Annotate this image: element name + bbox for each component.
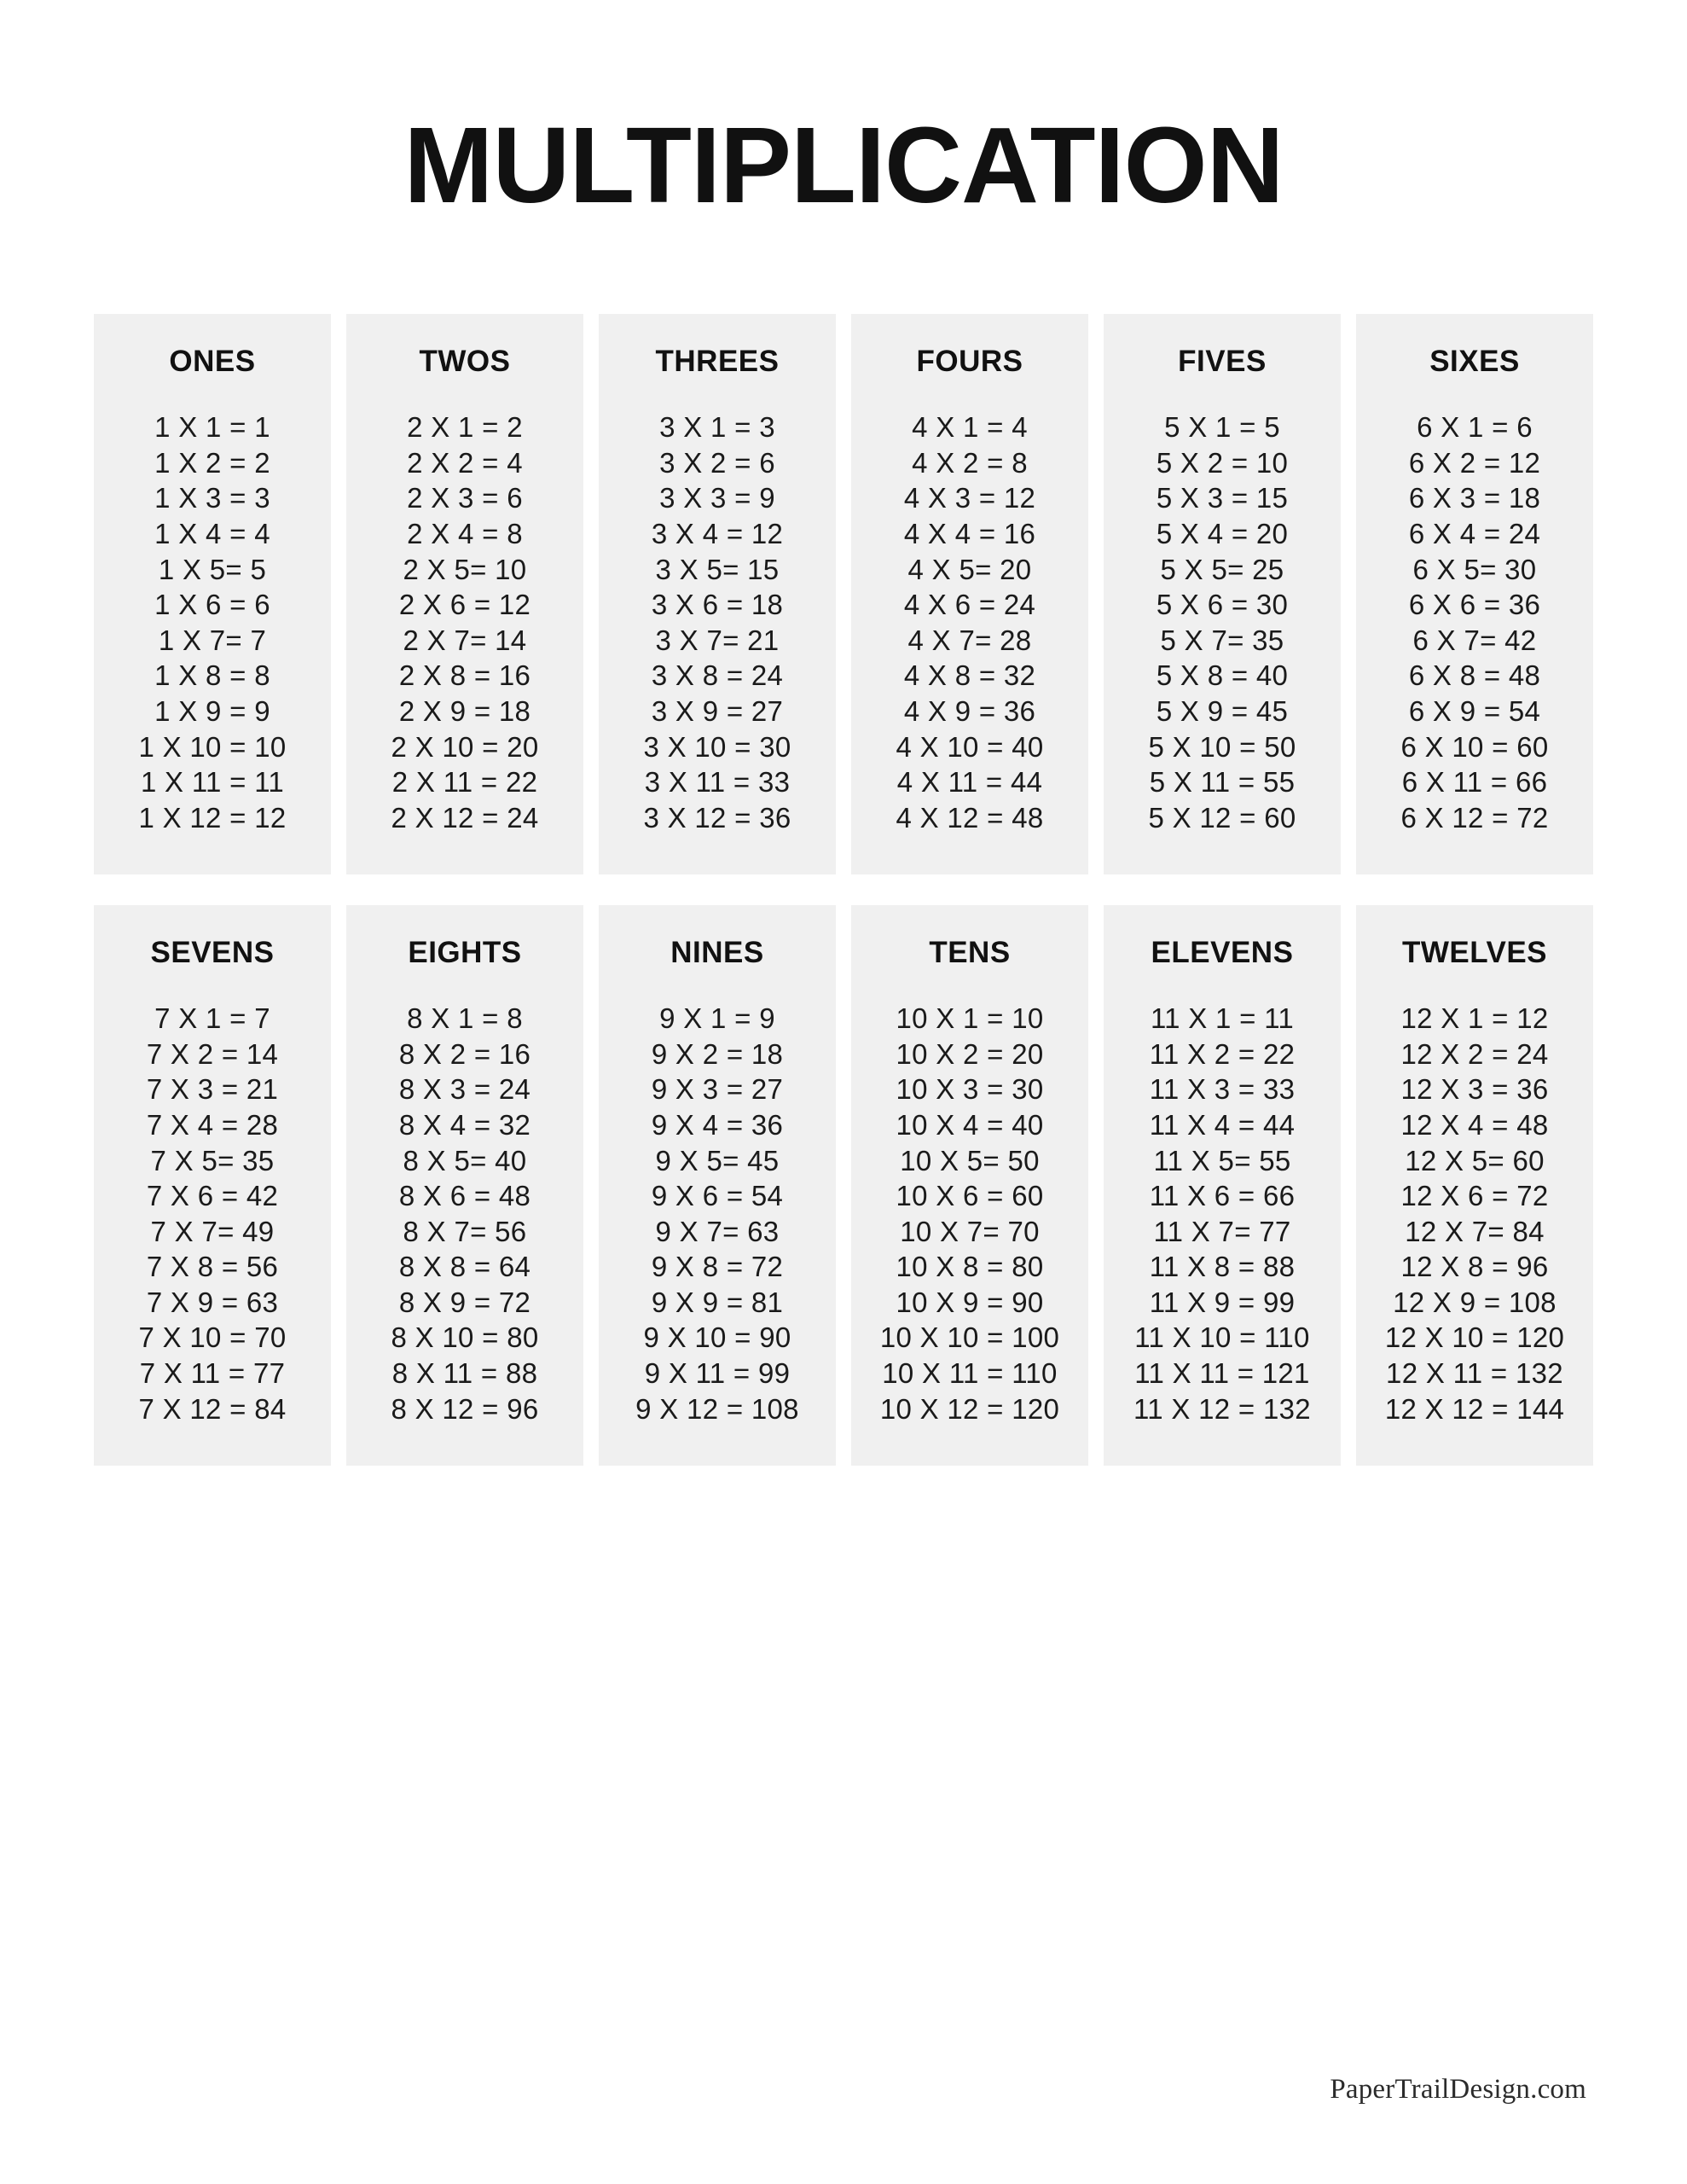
table-row: 3 X 6 = 18 [651,589,784,621]
table-row: 1 X 6 = 6 [154,589,270,621]
table-row: 6 X 5= 30 [1412,553,1537,585]
table-row: 5 X 2 = 10 [1156,446,1289,479]
table-row: 12 X 10 = 120 [1384,1321,1565,1354]
table-card-twelves [1356,905,1593,1466]
table-row: 2 X 3 = 6 [407,482,523,514]
table-row: 5 X 8 = 40 [1156,659,1289,692]
table-row: 2 X 2 = 4 [407,446,523,479]
table-row: 2 X 11 = 22 [391,766,538,799]
table-card-fours [851,314,1088,874]
table-row: 6 X 12 = 72 [1400,801,1549,834]
table-row: 11 X 6 = 66 [1149,1180,1296,1212]
table-row: 1 X 7= 7 [158,624,267,656]
table-row: 4 X 1 = 4 [912,411,1028,444]
table-card-nines [599,905,836,1466]
table-row: 5 X 12 = 60 [1148,801,1296,834]
table-row: 10 X 12 = 120 [879,1392,1060,1425]
table-row: 9 X 10 = 90 [643,1321,791,1354]
table-row: 10 X 7= 70 [900,1215,1040,1247]
table-rows [1112,410,1332,835]
table-row: 4 X 3 = 12 [903,482,1036,514]
table-row: 2 X 9 = 18 [398,694,531,727]
table-row: 8 X 3 = 24 [398,1073,531,1106]
footer-credit: PaperTrailDesign.com [1330,2074,1586,2105]
table-row: 11 X 11 = 121 [1134,1357,1310,1390]
table-row: 1 X 12 = 12 [138,801,287,834]
table-row: 11 X 4 = 44 [1149,1108,1296,1141]
table-row: 3 X 10 = 30 [643,730,791,763]
table-row: 8 X 6 = 48 [398,1180,531,1212]
table-row: 10 X 8 = 80 [896,1251,1044,1283]
table-row: 4 X 12 = 48 [896,801,1044,834]
table-row: 8 X 11 = 88 [391,1357,538,1390]
table-row: 7 X 7= 49 [150,1215,275,1247]
table-row: 12 X 3 = 36 [1400,1073,1549,1106]
table-row: 11 X 9 = 99 [1149,1286,1296,1318]
table-row: 1 X 11 = 11 [140,766,285,799]
page-title: MULTIPLICATION [403,105,1284,225]
table-rows [607,410,827,835]
table-row: 1 X 3 = 3 [154,482,270,514]
table-card-elevens [1104,905,1341,1466]
table-row: 10 X 9 = 90 [896,1286,1044,1318]
table-heading: SEVENS [150,936,275,970]
table-heading: EIGHTS [408,936,522,970]
table-row: 2 X 7= 14 [403,624,527,656]
table-row: 8 X 10 = 80 [391,1321,539,1354]
table-rows [355,1001,575,1426]
table-row: 5 X 7= 35 [1160,624,1284,656]
table-row: 7 X 6 = 42 [146,1180,279,1212]
table-row: 8 X 12 = 96 [391,1392,539,1425]
table-row: 9 X 1 = 9 [659,1002,775,1035]
table-row: 1 X 4 = 4 [154,518,270,550]
table-row: 11 X 10 = 110 [1134,1321,1310,1354]
table-row: 9 X 3 = 27 [651,1073,784,1106]
table-row: 3 X 11 = 33 [644,766,791,799]
table-row: 2 X 1 = 2 [407,411,523,444]
table-card-twos [346,314,583,874]
table-row: 1 X 10 = 10 [138,730,287,763]
table-row: 6 X 4 = 24 [1408,518,1541,550]
table-row: 9 X 8 = 72 [651,1251,784,1283]
table-row: 11 X 8 = 88 [1149,1251,1296,1283]
table-row: 5 X 5= 25 [1160,553,1284,585]
table-row: 3 X 9 = 27 [651,694,784,727]
table-row: 5 X 11 = 55 [1149,766,1296,799]
table-row: 10 X 10 = 100 [879,1321,1060,1354]
table-row: 10 X 6 = 60 [896,1180,1044,1212]
table-row: 4 X 2 = 8 [912,446,1028,479]
table-row: 12 X 5= 60 [1405,1144,1545,1176]
table-row: 4 X 8 = 32 [903,659,1036,692]
table-heading: SIXES [1429,345,1520,379]
table-card-threes [599,314,836,874]
table-row: 7 X 11 = 77 [139,1357,286,1390]
table-row: 12 X 4 = 48 [1400,1108,1549,1141]
table-rows [1365,1001,1585,1426]
table-row: 5 X 1 = 5 [1164,411,1280,444]
table-row: 2 X 12 = 24 [391,801,539,834]
table-row: 6 X 2 = 12 [1408,446,1541,479]
table-rows [1365,410,1585,835]
table-row: 4 X 7= 28 [907,624,1032,656]
table-row: 1 X 1 = 1 [154,411,270,444]
table-row: 6 X 11 = 66 [1401,766,1548,799]
table-row: 11 X 1 = 11 [1150,1002,1295,1035]
table-heading: NINES [670,936,764,970]
table-row: 4 X 9 = 36 [903,694,1036,727]
table-row: 6 X 10 = 60 [1400,730,1549,763]
table-row: 12 X 9 = 108 [1393,1286,1557,1318]
table-row: 5 X 9 = 45 [1156,694,1289,727]
table-rows [1112,1001,1332,1426]
table-row: 12 X 7= 84 [1405,1215,1545,1247]
table-row: 1 X 8 = 8 [154,659,270,692]
table-card-ones [94,314,331,874]
table-row: 4 X 5= 20 [907,553,1032,585]
table-row: 7 X 12 = 84 [138,1392,287,1425]
table-row: 3 X 8 = 24 [651,659,784,692]
table-row: 11 X 2 = 22 [1149,1037,1296,1070]
table-heading: TWOS [419,345,511,379]
table-row: 9 X 11 = 99 [644,1357,791,1390]
table-row: 8 X 2 = 16 [398,1037,531,1070]
table-row: 2 X 5= 10 [403,553,527,585]
table-row: 8 X 8 = 64 [398,1251,531,1283]
table-row: 3 X 3 = 9 [659,482,775,514]
table-row: 12 X 8 = 96 [1400,1251,1549,1283]
table-row: 11 X 12 = 132 [1133,1392,1311,1425]
table-row: 12 X 11 = 132 [1386,1357,1563,1390]
table-row: 9 X 2 = 18 [651,1037,784,1070]
table-heading: FIVES [1178,345,1267,379]
table-rows [102,410,322,835]
table-row: 8 X 7= 56 [403,1215,527,1247]
table-heading: TENS [929,936,1011,970]
table-row: 4 X 11 = 44 [896,766,1043,799]
table-row: 5 X 6 = 30 [1156,589,1289,621]
table-row: 12 X 12 = 144 [1384,1392,1565,1425]
table-row: 3 X 2 = 6 [659,446,775,479]
table-row: 1 X 2 = 2 [154,446,270,479]
table-row: 11 X 5= 55 [1153,1144,1291,1176]
table-row: 9 X 12 = 108 [635,1392,799,1425]
table-row: 3 X 4 = 12 [651,518,784,550]
table-row: 11 X 7= 77 [1153,1215,1291,1247]
table-row: 8 X 1 = 8 [407,1002,523,1035]
table-row: 6 X 8 = 48 [1408,659,1541,692]
table-rows [355,410,575,835]
table-row: 3 X 5= 15 [655,553,780,585]
table-row: 7 X 1 = 7 [154,1002,270,1035]
table-row: 7 X 5= 35 [150,1144,275,1176]
table-card-fives [1104,314,1341,874]
table-rows [860,1001,1080,1426]
table-heading: THREES [655,345,780,379]
table-row: 2 X 6 = 12 [398,589,531,621]
table-row: 8 X 9 = 72 [398,1286,531,1318]
table-row: 5 X 4 = 20 [1156,518,1289,550]
table-heading: ELEVENS [1151,936,1294,970]
table-row: 3 X 7= 21 [655,624,780,656]
table-row: 9 X 9 = 81 [651,1286,784,1318]
table-row: 7 X 2 = 14 [146,1037,279,1070]
table-row: 4 X 4 = 16 [903,518,1036,550]
tables-grid [0,314,1687,1466]
table-row: 7 X 10 = 70 [138,1321,287,1354]
table-row: 8 X 4 = 32 [398,1108,531,1141]
table-row: 11 X 3 = 33 [1149,1073,1296,1106]
table-row: 1 X 9 = 9 [154,694,270,727]
table-row: 9 X 7= 63 [655,1215,780,1247]
table-card-tens [851,905,1088,1466]
table-row: 10 X 11 = 110 [882,1357,1058,1390]
table-rows [860,410,1080,835]
table-row: 3 X 12 = 36 [643,801,791,834]
table-row: 7 X 9 = 63 [146,1286,279,1318]
table-row: 8 X 5= 40 [403,1144,527,1176]
table-row: 6 X 6 = 36 [1408,589,1541,621]
table-row: 12 X 2 = 24 [1400,1037,1549,1070]
table-row: 12 X 6 = 72 [1400,1180,1549,1212]
table-row: 12 X 1 = 12 [1400,1002,1549,1035]
table-row: 10 X 1 = 10 [896,1002,1044,1035]
table-row: 6 X 7= 42 [1412,624,1537,656]
table-row: 10 X 4 = 40 [896,1108,1044,1141]
table-row: 4 X 6 = 24 [903,589,1036,621]
table-row: 7 X 4 = 28 [146,1108,279,1141]
table-rows [607,1001,827,1426]
table-row: 10 X 3 = 30 [896,1073,1044,1106]
table-heading: FOURS [916,345,1023,379]
table-row: 5 X 10 = 50 [1148,730,1296,763]
table-row: 10 X 5= 50 [900,1144,1040,1176]
table-row: 6 X 1 = 6 [1417,411,1533,444]
table-row: 9 X 4 = 36 [651,1108,784,1141]
table-row: 4 X 10 = 40 [896,730,1044,763]
table-row: 5 X 3 = 15 [1156,482,1289,514]
table-card-sevens [94,905,331,1466]
table-row: 2 X 8 = 16 [398,659,531,692]
table-row: 9 X 6 = 54 [651,1180,784,1212]
table-row: 6 X 9 = 54 [1408,694,1541,727]
table-row: 7 X 3 = 21 [146,1073,279,1106]
table-row: 7 X 8 = 56 [146,1251,279,1283]
table-card-eights [346,905,583,1466]
table-heading: TWELVES [1401,936,1548,970]
table-row: 2 X 4 = 8 [407,518,523,550]
table-heading: ONES [169,345,256,379]
table-row: 10 X 2 = 20 [896,1037,1044,1070]
table-row: 2 X 10 = 20 [391,730,539,763]
table-row: 6 X 3 = 18 [1408,482,1541,514]
table-row: 9 X 5= 45 [655,1144,780,1176]
table-row: 1 X 5= 5 [158,553,267,585]
table-row: 3 X 1 = 3 [659,411,775,444]
table-card-sixes [1356,314,1593,874]
table-rows [102,1001,322,1426]
